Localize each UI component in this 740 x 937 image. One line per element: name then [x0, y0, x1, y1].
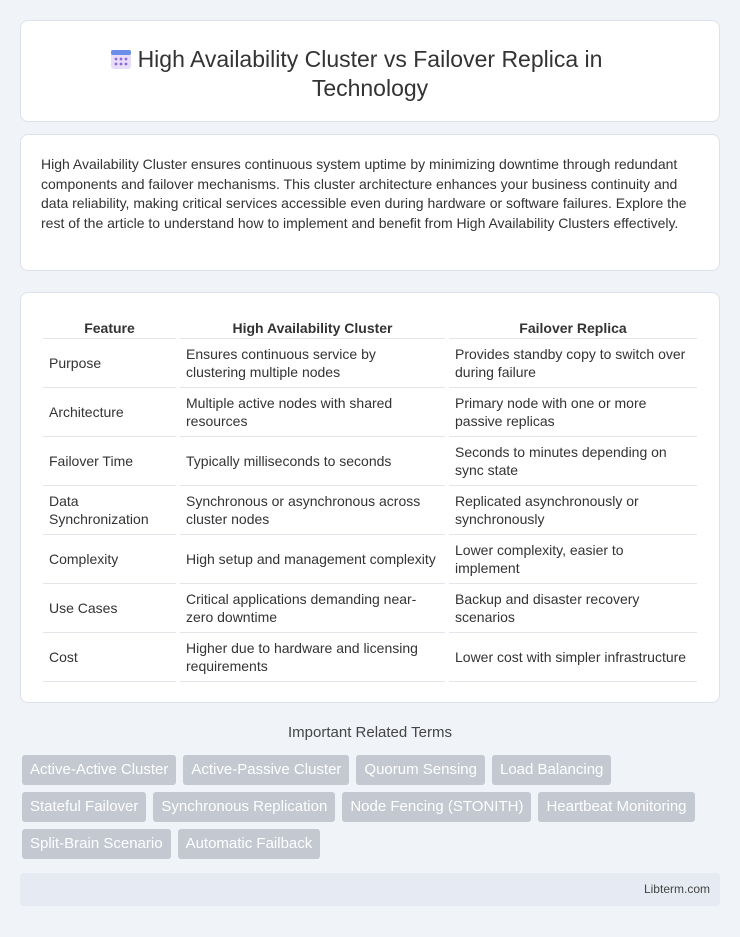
table-row — [43, 486, 697, 535]
row-feature: Data Synchronization — [43, 486, 176, 535]
row-replica-value: Seconds to minutes depending on sync state — [449, 437, 697, 486]
row-replica-value: Primary node with one or more passive replicas — [449, 388, 697, 437]
related-term-tag[interactable]: Quorum Sensing — [356, 755, 485, 785]
related-term-tag[interactable]: Automatic Failback — [178, 829, 321, 859]
intro-paragraph: High Availability Cluster ensures continuous system uptime by minimizing downtime through redundant components and failover mechanisms. This cluster architecture enhances your business continuity and data reliability, making critical services accessible even during hardware or software failures. Explore the rest of the article to understand how to implement and benefit from High Availability Clusters effectively. — [41, 156, 687, 231]
row-replica-value: Replicated asynchronously or synchronously — [449, 486, 697, 535]
footer — [20, 873, 720, 906]
related-term-tag[interactable]: Stateful Failover — [22, 792, 146, 822]
row-replica-value: Backup and disaster recovery scenarios — [449, 584, 697, 633]
row-replica-value: Lower complexity, easier to implement — [449, 535, 697, 584]
comparison-table — [39, 313, 701, 682]
page-title: High Availability Cluster vs Failover Replica in Technology — [137, 46, 603, 101]
row-feature: Architecture — [43, 388, 176, 437]
row-feature: Complexity — [43, 535, 176, 584]
related-term-tag[interactable]: Active-Passive Cluster — [183, 755, 349, 785]
table-row — [43, 388, 697, 437]
row-ha-value: High setup and management complexity — [180, 535, 445, 584]
row-replica-value: Provides standby copy to switch over during failure — [449, 339, 697, 388]
header-failover-replica: Failover Replica — [449, 313, 697, 339]
table-row — [43, 535, 697, 584]
related-term-tag[interactable]: Heartbeat Monitoring — [538, 792, 694, 822]
related-term-tag[interactable]: Load Balancing — [492, 755, 611, 785]
table-row — [43, 339, 697, 388]
related-term-tag[interactable]: Node Fencing (STONITH) — [342, 792, 531, 822]
related-terms-heading: Important Related Terms — [288, 724, 452, 741]
intro-card — [20, 134, 720, 271]
row-feature: Cost — [43, 633, 176, 682]
footer-site-link[interactable]: Libterm.com — [643, 882, 710, 896]
comparison-card — [20, 292, 720, 703]
title-card — [20, 20, 720, 122]
row-feature: Use Cases — [43, 584, 176, 633]
row-ha-value: Multiple active nodes with shared resources — [180, 388, 445, 437]
row-ha-value: Higher due to hardware and licensing requirements — [180, 633, 445, 682]
header-ha-cluster: High Availability Cluster — [180, 313, 445, 339]
row-ha-value: Synchronous or asynchronous across cluster nodes — [180, 486, 445, 535]
row-ha-value: Typically milliseconds to seconds — [180, 437, 445, 486]
table-row — [43, 437, 697, 486]
table-row — [43, 584, 697, 633]
table-header-row — [43, 313, 697, 339]
table-row — [43, 633, 697, 682]
related-terms-list — [22, 755, 702, 859]
row-feature: Purpose — [43, 339, 176, 388]
row-replica-value: Lower cost with simpler infrastructure — [449, 633, 697, 682]
related-term-tag[interactable]: Split-Brain Scenario — [22, 829, 171, 859]
header-feature: Feature — [43, 313, 176, 339]
related-term-tag[interactable]: Synchronous Replication — [153, 792, 335, 822]
row-ha-value: Critical applications demanding near-zero downtime — [180, 584, 445, 633]
row-feature: Failover Time — [43, 437, 176, 486]
row-ha-value: Ensures continuous service by clustering multiple nodes — [180, 339, 445, 388]
related-term-tag[interactable]: Active-Active Cluster — [22, 755, 176, 785]
